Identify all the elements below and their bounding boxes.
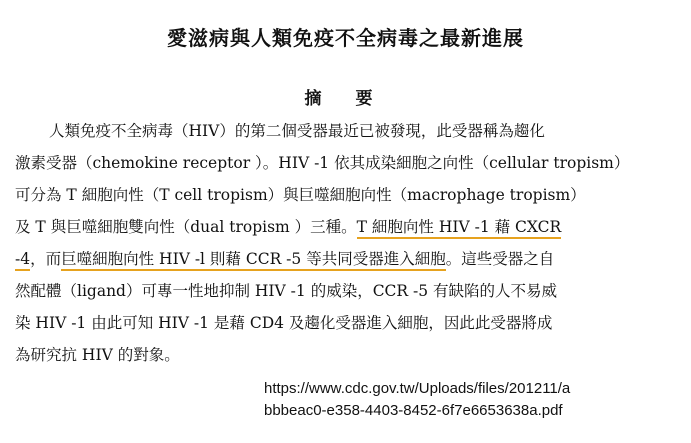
source-url-line[interactable]: bbbeac0-e358-4403-8452-6f7e6653638a.pdf	[264, 402, 563, 419]
source-url[interactable]	[264, 378, 570, 422]
abstract-line: 染 HIV -1 由此可知 HIV -1 是藉 CD4 及趨化受器進入細胞，因此此受器將成	[15, 314, 553, 332]
highlighted-text: T 細胞向性 HIV -1 藉 CXCR	[356, 218, 562, 236]
abstract-line	[15, 211, 677, 243]
abstract-text: 及 T 與巨噬細胞雙向性（dual tropism ）三種。	[15, 218, 357, 236]
abstract-line: 激素受器（chemokine receptor ）。HIV -1 依其成染細胞之向性（cellular tropism）	[15, 154, 630, 172]
abstract-text: ，而	[30, 250, 62, 268]
abstract-line: 為研究抗 HIV 的對象。	[15, 346, 180, 364]
source-url-line[interactable]: https://www.cdc.gov.tw/Uploads/files/201211/a	[264, 380, 571, 397]
highlighted-text: 巨噬細胞向性 HIV -l 則藉 CCR -5 等共同受器進入細胞	[61, 250, 446, 268]
abstract-text: 。這些受器之自	[445, 250, 555, 268]
abstract-line: 然配體（ligand）可專一性地抑制 HIV -1 的威染，CCR -5 有缺陷的人不易威	[15, 282, 558, 300]
abstract-heading: 摘 要	[304, 89, 387, 109]
abstract-line	[15, 243, 677, 275]
abstract-body	[15, 115, 677, 371]
abstract-line: 人類免疫不全病毒（HIV）的第二個受器最近已被發現，此受器稱為趨化	[49, 122, 545, 140]
highlighted-text: -4	[15, 250, 31, 268]
document-title: 愛滋病與人類免疫不全病毒之最新進展	[167, 26, 524, 50]
abstract-line: 可分為 T 細胞向性（T cell tropism）與巨噬細胞向性（macrophage tropism）	[15, 186, 586, 204]
